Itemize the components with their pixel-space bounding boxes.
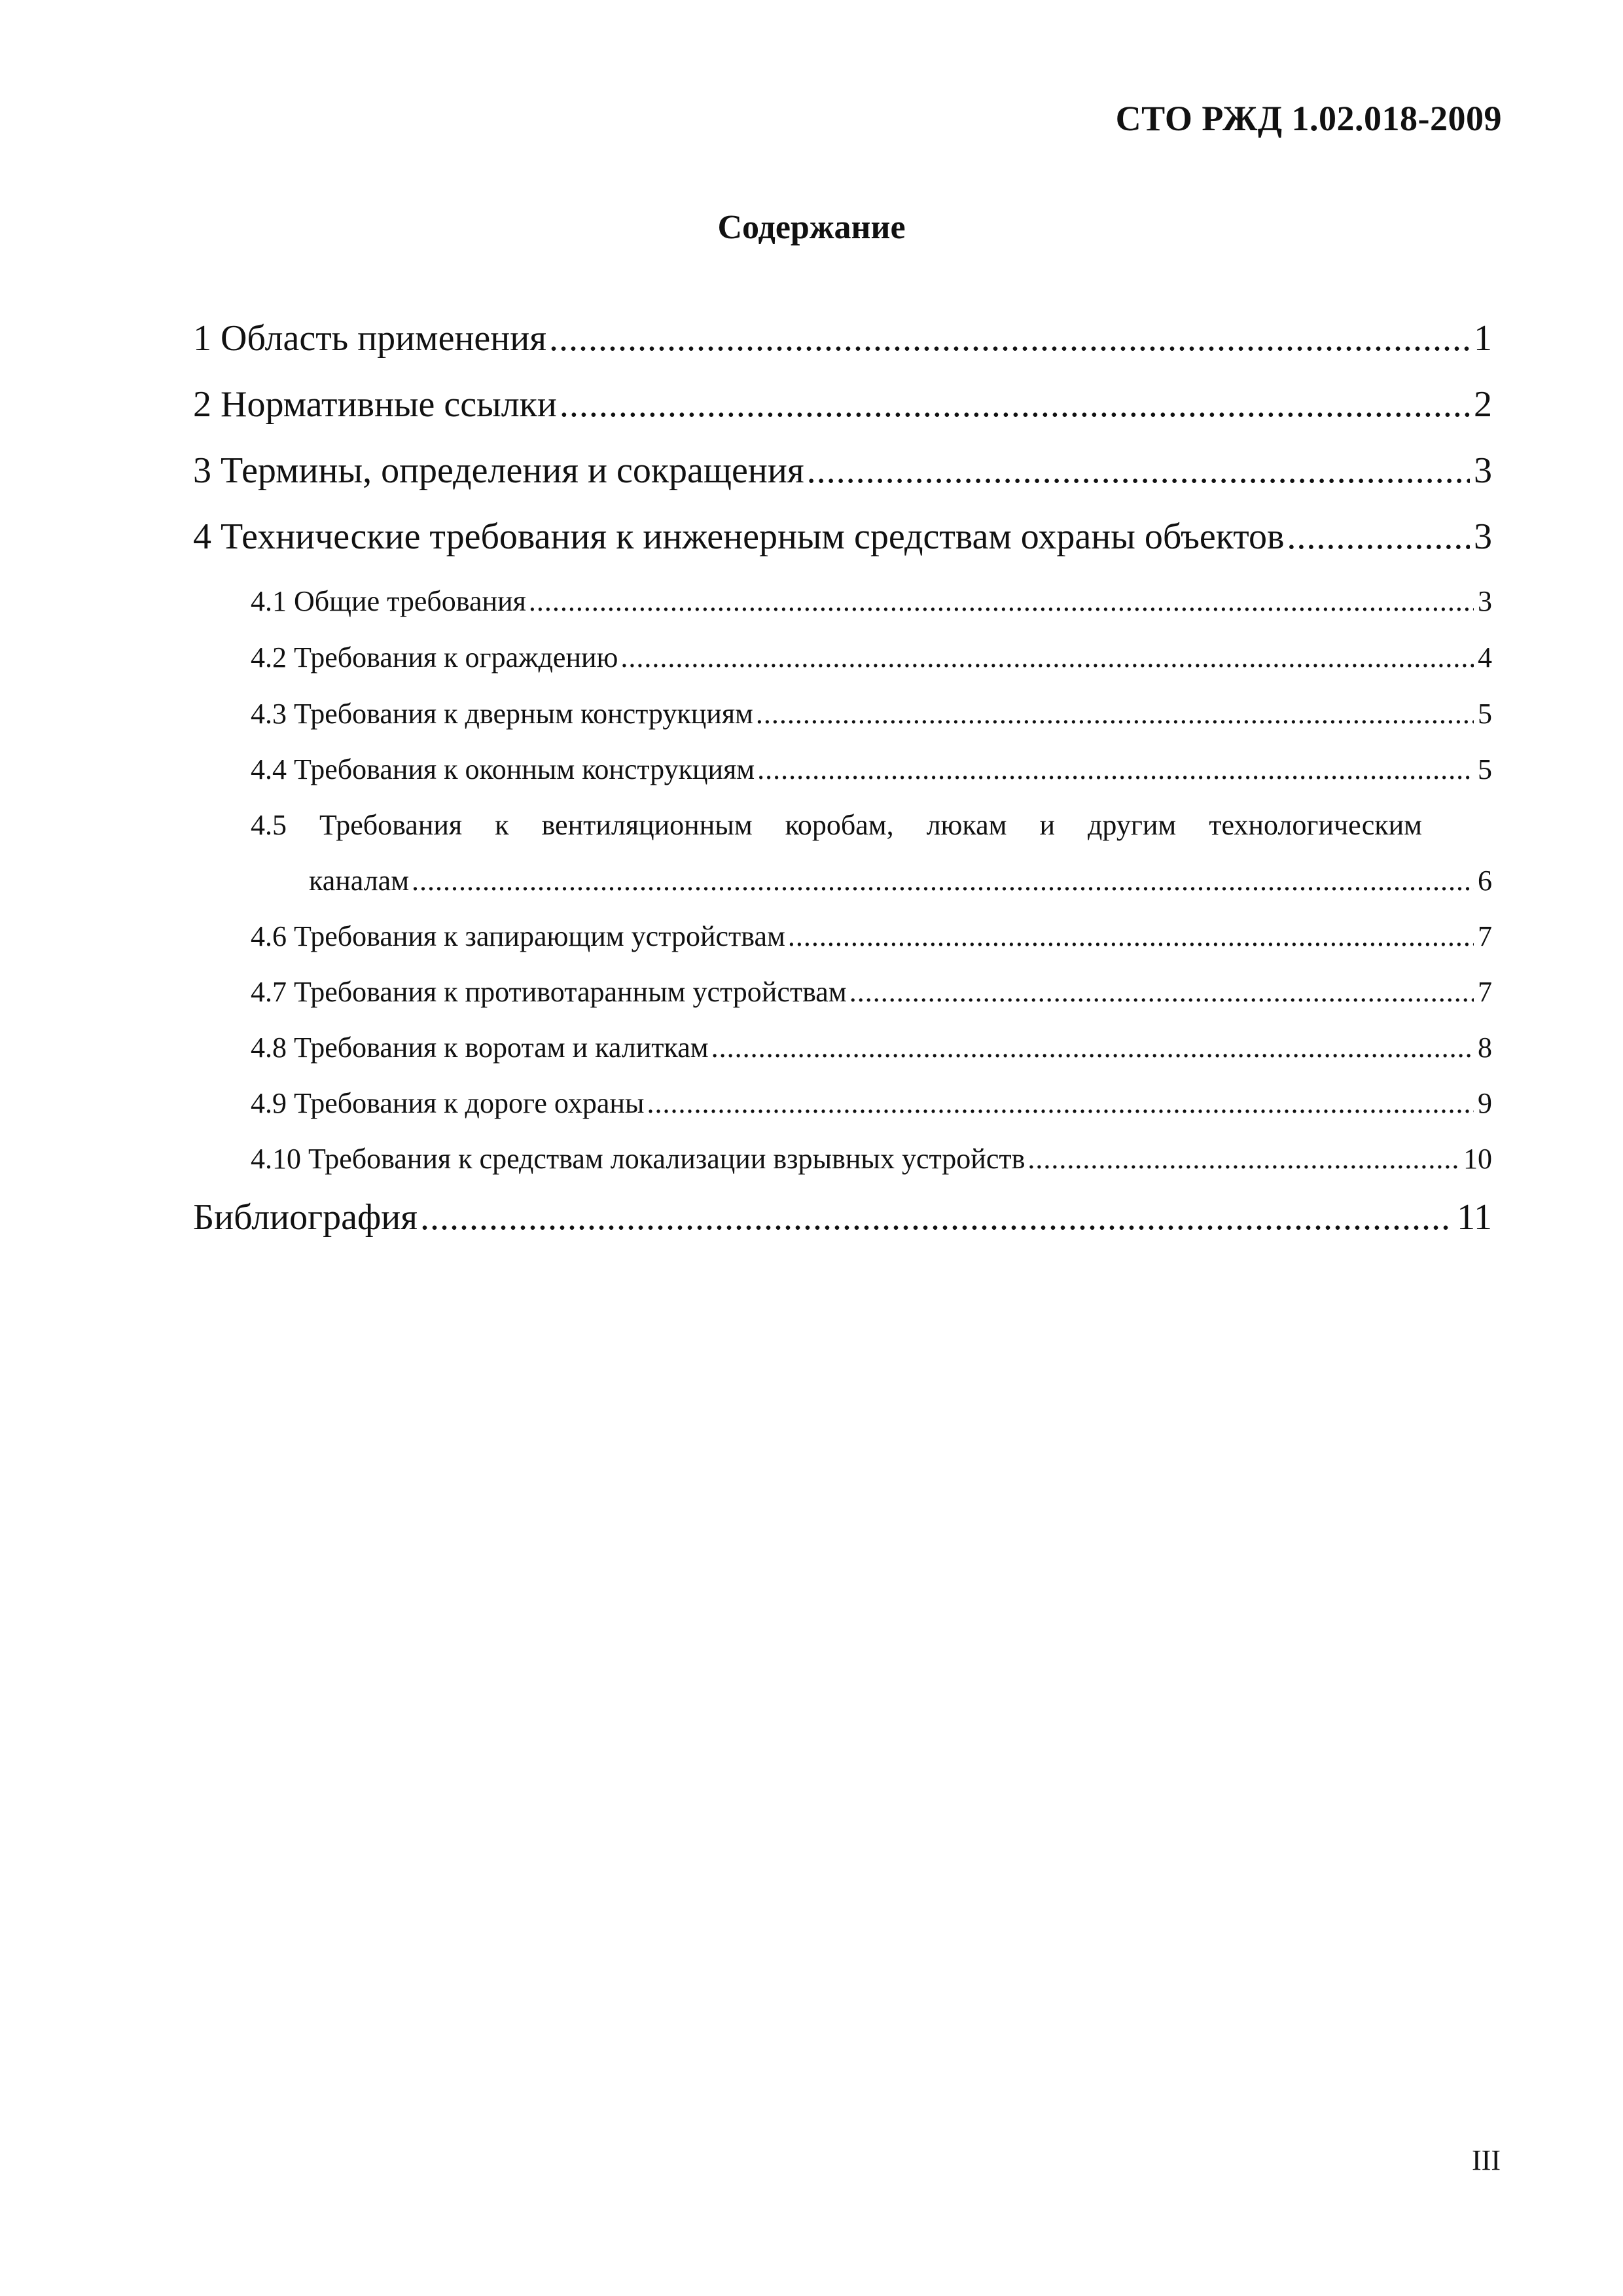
toc-entry-4-5-line1[interactable]: 4.5 Требования к вентиляционным коробам, люкам и другим технологическим <box>251 809 1422 841</box>
toc-entry-page: 10 <box>1463 1143 1492 1175</box>
toc-entry-1[interactable] <box>193 317 1492 359</box>
toc-entry-page: 6 <box>1478 865 1492 897</box>
toc-entry-page: 4 <box>1478 641 1492 673</box>
toc-entry-label: 4.10 Требования к средствам локализации взрывных устройств <box>251 1143 1026 1175</box>
toc-entry-label: 4.1 Общие требования <box>251 585 526 617</box>
toc-entry-label: 1 Область применения <box>193 318 546 359</box>
toc-entry-4-5[interactable] <box>309 864 1492 897</box>
toc-entry-page: 3 <box>1474 516 1492 557</box>
toc-entry-3[interactable] <box>193 450 1492 492</box>
toc-title: Содержание <box>717 209 906 246</box>
dot-leader <box>1027 1142 1459 1175</box>
toc-entry-label: Библиография <box>193 1197 418 1238</box>
toc-entry-4-10[interactable] <box>251 1142 1492 1175</box>
toc-entry-page: 5 <box>1478 698 1492 730</box>
dot-leader <box>1287 516 1470 558</box>
dot-leader <box>788 920 1474 953</box>
dot-leader <box>711 1031 1474 1064</box>
toc-entry-4-9[interactable] <box>251 1086 1492 1120</box>
toc-entry-label: 4.8 Требования к воротам и калиткам <box>251 1031 709 1064</box>
toc-entry-2[interactable] <box>193 384 1492 425</box>
toc-entry-page: 3 <box>1474 450 1492 491</box>
dot-leader <box>620 641 1474 674</box>
toc-entry-label: 4.2 Требования к ограждению <box>251 641 618 673</box>
toc-entry-label: каналам <box>309 865 410 897</box>
toc-entry-label: 4.7 Требования к противотаранным устройствам <box>251 976 847 1008</box>
toc-entry-label: 2 Нормативные ссылки <box>193 384 557 425</box>
toc-entry-4-2[interactable] <box>251 641 1492 674</box>
toc-entry-4-4[interactable] <box>251 753 1492 786</box>
toc-entry-page: 9 <box>1478 1087 1492 1119</box>
dot-leader <box>412 864 1474 897</box>
dot-leader <box>560 384 1470 425</box>
toc-entry-4-1[interactable] <box>251 584 1492 618</box>
toc-entry-label: 4.3 Требования к дверным конструкциям <box>251 698 753 730</box>
dot-leader <box>756 697 1474 730</box>
page-number: III <box>1472 2144 1501 2176</box>
toc-entry-page: 7 <box>1478 920 1492 952</box>
toc-entry-label: 3 Термины, определения и сокращения <box>193 450 804 491</box>
toc-entry-label: 4.6 Требования к запирающим устройствам <box>251 920 785 952</box>
toc-entry-4-3[interactable] <box>251 697 1492 730</box>
toc-entry-page: 1 <box>1474 318 1492 359</box>
toc-entry-4-8[interactable] <box>251 1031 1492 1064</box>
toc-entry-page: 5 <box>1478 753 1492 785</box>
dot-leader <box>549 317 1470 359</box>
dot-leader <box>807 450 1470 492</box>
document-code: СТО РЖД 1.02.018-2009 <box>1115 99 1502 138</box>
toc-entry-page: 11 <box>1457 1197 1492 1238</box>
toc-entry-page: 8 <box>1478 1031 1492 1064</box>
dot-leader <box>647 1086 1474 1120</box>
dot-leader <box>420 1196 1453 1238</box>
dot-leader <box>849 975 1474 1009</box>
dot-leader <box>757 753 1474 786</box>
toc-entry-bibliography[interactable] <box>193 1196 1492 1238</box>
toc-entry-page: 2 <box>1474 384 1492 425</box>
toc-entry-4-6[interactable] <box>251 920 1492 953</box>
toc-entry-page: 3 <box>1478 585 1492 617</box>
toc-entry-4-7[interactable] <box>251 975 1492 1009</box>
toc-entry-label: 4 Технические требования к инженерным средствам охраны объектов <box>193 516 1285 557</box>
toc-entry-page: 7 <box>1478 976 1492 1008</box>
toc-entry-label: 4.4 Требования к оконным конструкциям <box>251 753 755 785</box>
toc-entry-4[interactable] <box>193 516 1492 558</box>
dot-leader <box>529 584 1474 618</box>
toc-entry-label: 4.9 Требования к дороге охраны <box>251 1087 645 1119</box>
